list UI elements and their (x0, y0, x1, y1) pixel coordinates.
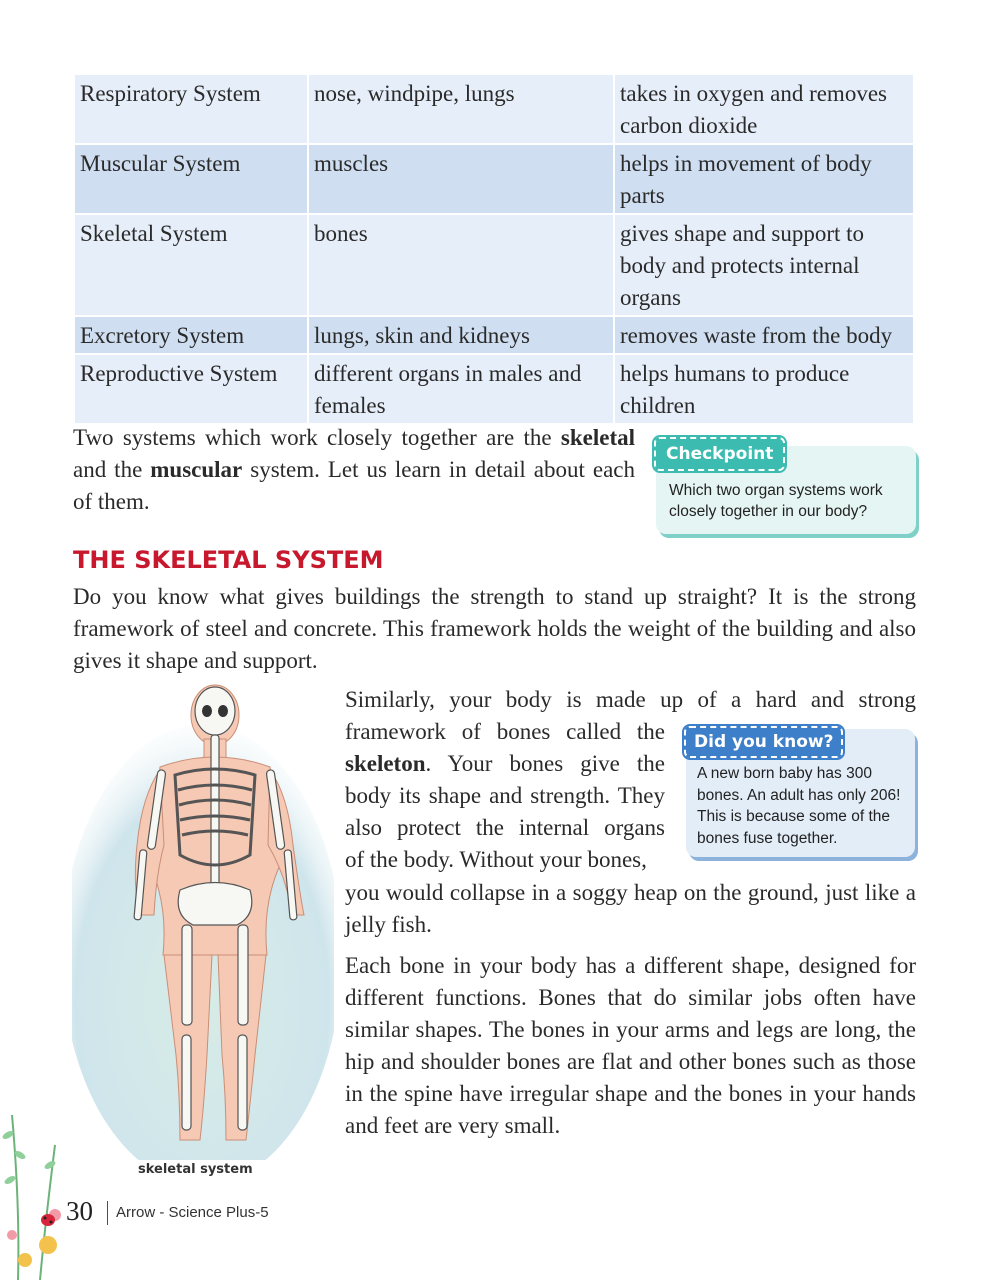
system-cell: Muscular System (75, 145, 307, 213)
organs-cell: different organs in males and females (309, 355, 613, 423)
keyword-muscular: muscular (150, 457, 243, 482)
skeleton-illustration (72, 675, 334, 1160)
function-cell: takes in oxygen and removes carbon dioxide (615, 75, 913, 143)
book-title: Arrow - Science Plus-5 (116, 1204, 269, 1221)
system-cell: Reproductive System (75, 355, 307, 423)
table-row (75, 355, 913, 423)
system-cell: Excretory System (75, 317, 307, 353)
intro-paragraph: Two systems which work closely together are the skeletal and the muscular system. Let us learn in detail about each of them. (73, 425, 635, 514)
table-row (75, 215, 913, 315)
section-heading: THE SKELETAL SYSTEM (73, 546, 384, 574)
function-cell: helps in movement of body parts (615, 145, 913, 213)
organs-cell: muscles (309, 145, 613, 213)
floral-decoration (0, 1105, 70, 1280)
function-cell: gives shape and support to body and protects internal organs (615, 215, 913, 315)
page-number: 30 (66, 1196, 93, 1226)
organs-cell: nose, windpipe, lungs (309, 75, 613, 143)
section-paragraph-2-narrow: framework of bones called the skeleton. Your bones give the body its shape and strength. They also protect the internal organs of the body. Without your bones, (345, 719, 665, 872)
figure-caption: skeletal system (138, 1162, 253, 1177)
keyword-skeleton: skeleton (345, 751, 426, 776)
keyword-skeletal: skeletal (560, 425, 635, 450)
checkpoint-label: Checkpoint (654, 437, 785, 471)
section-paragraph-3: Each bone in your body has a different shape, designed for different functions. Bones that do similar jobs often have similar shapes. The bones in your arms and legs are long, the hip and shoulder bones are flat and other bones such as those in the spine have irregular shape and the bones in your hands and feet are very small. (345, 953, 916, 1138)
organs-cell: lungs, skin and kidneys (309, 317, 613, 353)
table-row (75, 317, 913, 353)
did-you-know-text: A new born baby has 300 bones. An adult has only 206! This is because some of the bones fuse together. (697, 765, 901, 847)
organs-cell: bones (309, 215, 613, 315)
section-paragraph-2: Similarly, your body is made up of a hard and strong (345, 687, 916, 712)
did-you-know-label: Did you know? (684, 726, 843, 758)
table-row (75, 145, 913, 213)
footer-divider (107, 1201, 108, 1225)
function-cell: helps humans to produce children (615, 355, 913, 423)
checkpoint-question: Which two organ systems work closely together in our body? (669, 482, 883, 520)
table-row (75, 75, 913, 143)
section-paragraph-2-end: you would collapse in a soggy heap on the ground, just like a jelly fish. (345, 880, 916, 937)
section-paragraph-1: Do you know what gives buildings the strength to stand up straight? It is the strong framework of steel and concrete. This framework holds the weight of the building and also gives it shape and support. (73, 584, 916, 673)
system-cell: Respiratory System (75, 75, 307, 143)
function-cell: removes waste from the body (615, 317, 913, 353)
organ-systems-table (73, 73, 915, 425)
system-cell: Skeletal System (75, 215, 307, 315)
